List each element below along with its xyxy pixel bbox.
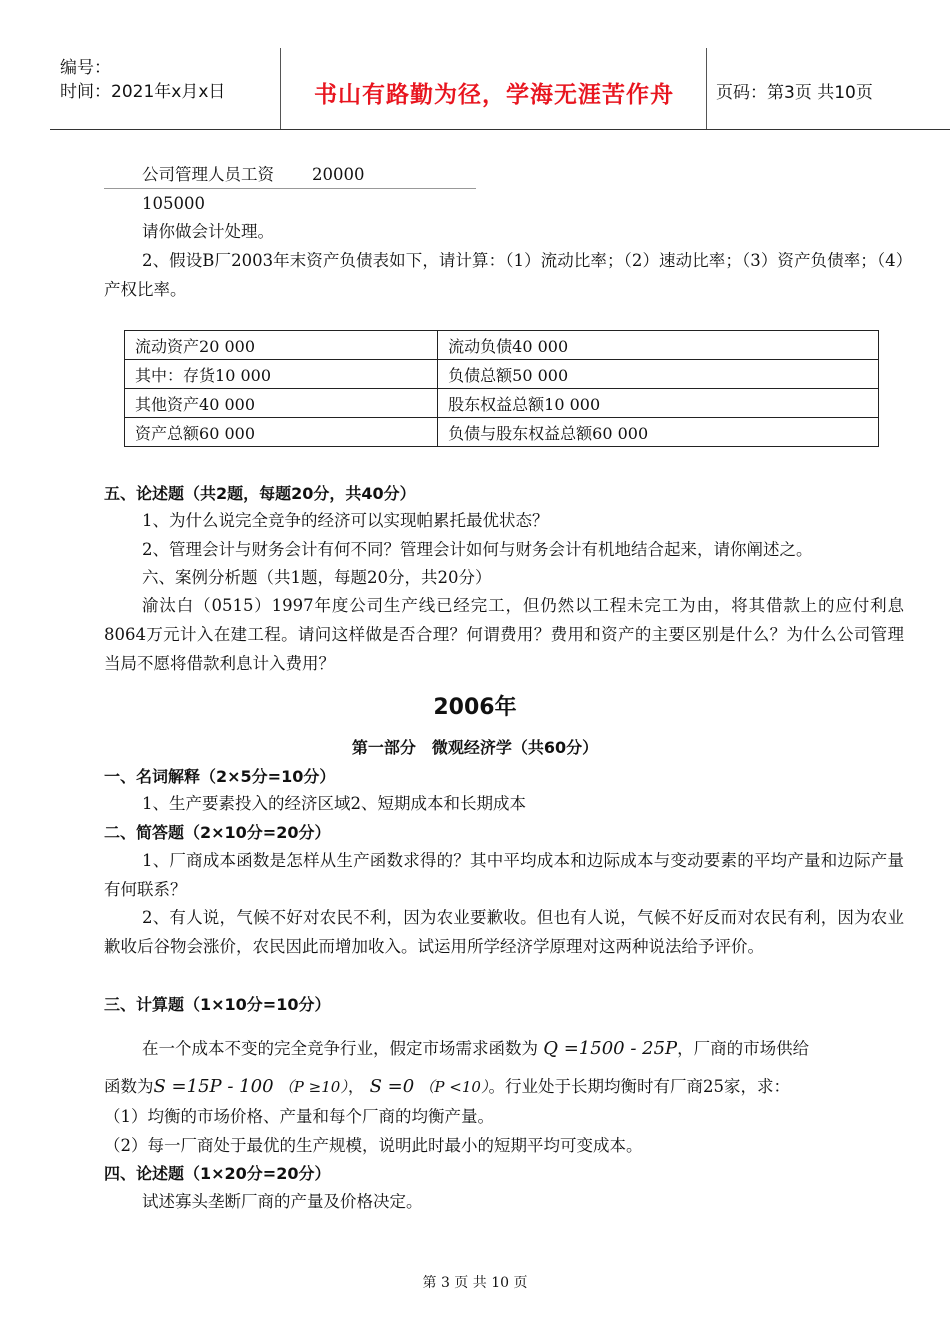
table-cell: [438, 360, 879, 389]
salary-line: [142, 160, 942, 189]
cell-value: 50 000: [512, 365, 569, 385]
salary-line-amount: 20000: [312, 165, 365, 184]
table-cell: [125, 331, 438, 360]
header-divider: [706, 48, 707, 130]
balance-sheet-table: [124, 330, 879, 447]
header-motto: 书山有路勤为径，学海无涯苦作舟: [314, 82, 674, 108]
table-row: [125, 389, 879, 418]
supply-equation-2: S =0: [369, 1076, 415, 1097]
s3-heading: 三、计算题（1×10分=10分）: [104, 995, 331, 1014]
cell-value: 60 000: [592, 423, 649, 443]
cell-label: 负债总额: [448, 365, 513, 385]
instruction-text: 请你做会计处理。: [142, 222, 274, 241]
s3-comma: ，: [347, 1077, 365, 1096]
supply-condition-1: （P ≥10）: [278, 1078, 348, 1096]
cell-value: 10 000: [215, 365, 271, 385]
table-cell: [125, 389, 438, 418]
cell-label: 其他资产: [135, 394, 200, 414]
page-footer: 第 3 页 共 10 页: [422, 1275, 528, 1291]
header-time: 时间：2021年x月x日: [60, 82, 226, 102]
header-page-info: 页码：第3页 共10页: [716, 83, 873, 103]
table-row: [125, 331, 879, 360]
header-number-label: 编号：: [60, 58, 111, 78]
cell-label: 其中：存货: [135, 365, 216, 385]
s3-sub-2: （2）每一厂商处于最优的生产规模，说明此时最小的短期平均可变成本。: [104, 1136, 643, 1155]
s2-q2: 2、有人说，气候不好对农民不利，因为农业要歉收。但也有人说，气候不好反而对农民有利，因为农业歉收后谷物会涨价，农民因此而增加收入。试运用所学经济学原理对这两种说法给予评价。: [104, 908, 904, 956]
s1-heading: 一、名词解释（2×5分=10分）: [104, 767, 336, 786]
supply-equation-1: S =15P - 100: [153, 1076, 274, 1097]
cell-value: 40 000: [199, 394, 255, 414]
question-2: 2、假设B厂2003年末资产负债表如下，请计算：（1）流动比率；（2）速动比率；（3）资产负债率；（4）产权比率。: [104, 251, 904, 299]
cell-value: 10 000: [544, 394, 601, 414]
demand-equation: Q =1500 - 25P: [543, 1038, 678, 1059]
table-cell: [438, 418, 879, 447]
section-5-q1: 1、为什么说完全竞争的经济可以实现帕累托最优状态？: [142, 511, 549, 530]
header-divider: [280, 48, 281, 130]
table-cell: [438, 389, 879, 418]
s3-line-1: [142, 1034, 942, 1063]
cell-value: 20 000: [199, 336, 255, 356]
s3-line-1-tail: ，厂商的市场供给: [677, 1039, 810, 1058]
header-meta: [60, 56, 225, 104]
header-rule: [50, 129, 950, 130]
table-cell: [125, 360, 438, 389]
section-6-body: 渝汰白（0515）1997年度公司生产线已经完工，但仍然以工程未完工为由，将其借款上的应付利息8064万元计入在建工程。请问这样做是否合理？何谓费用？费用和资产的主要区别是什么？为什么公司管理当局不愿将借款利息计入费用？: [104, 596, 904, 673]
cell-label: 流动资产: [135, 336, 200, 356]
section-6-heading: 六、案例分析题（共1题，每题20分，共20分）: [142, 568, 492, 587]
cell-label: 资产总额: [135, 423, 200, 443]
s3-line-2-tail: 。行业处于长期均衡时有厂商25家，求：: [488, 1077, 790, 1096]
s3-line-1-text: 在一个成本不变的完全竞争行业，假定市场需求函数为: [142, 1039, 538, 1058]
section-5-heading: 五、论述题（共2题，每题20分，共40分）: [104, 484, 416, 503]
table-row: [125, 418, 879, 447]
s3-line-2: [104, 1072, 904, 1102]
part-1-title: 第一部分 微观经济学（共60分）: [351, 738, 599, 757]
table-row: [125, 360, 879, 389]
year-title: 2006年: [433, 695, 517, 720]
s3-line-2-text: 函数为: [104, 1077, 154, 1096]
s4-heading: 四、论述题（1×20分=20分）: [104, 1164, 331, 1183]
salary-line-label: 公司管理人员工资: [142, 165, 274, 184]
s1-body: 1、生产要素投入的经济区域2、短期成本和长期成本: [142, 794, 526, 813]
s4-body: 试述寡头垄断厂商的产量及价格决定。: [142, 1192, 423, 1211]
s3-sub-1: （1）均衡的市场价格、产量和每个厂商的均衡产量。: [104, 1107, 494, 1126]
total-amount: 105000: [142, 194, 205, 213]
page-header: [50, 48, 950, 130]
s2-q1: 1、厂商成本函数是怎样从生产函数求得的？其中平均成本和边际成本与变动要素的平均产量和边际产量有何联系？: [104, 851, 904, 899]
table-cell: [125, 418, 438, 447]
section-5-q2: 2、管理会计与财务会计有何不同？管理会计如何与财务会计有机地结合起来，请你阐述之。: [142, 540, 813, 559]
cell-value: 40 000: [512, 336, 569, 356]
supply-condition-2: （P <10）: [419, 1078, 489, 1096]
cell-label: 流动负债: [448, 336, 513, 356]
cell-label: 负债与股东权益总额: [448, 423, 593, 443]
cell-value: 60 000: [199, 423, 255, 443]
table-cell: [438, 331, 879, 360]
cell-label: 股东权益总额: [448, 394, 545, 414]
s2-heading: 二、简答题（2×10分=20分）: [104, 823, 331, 842]
